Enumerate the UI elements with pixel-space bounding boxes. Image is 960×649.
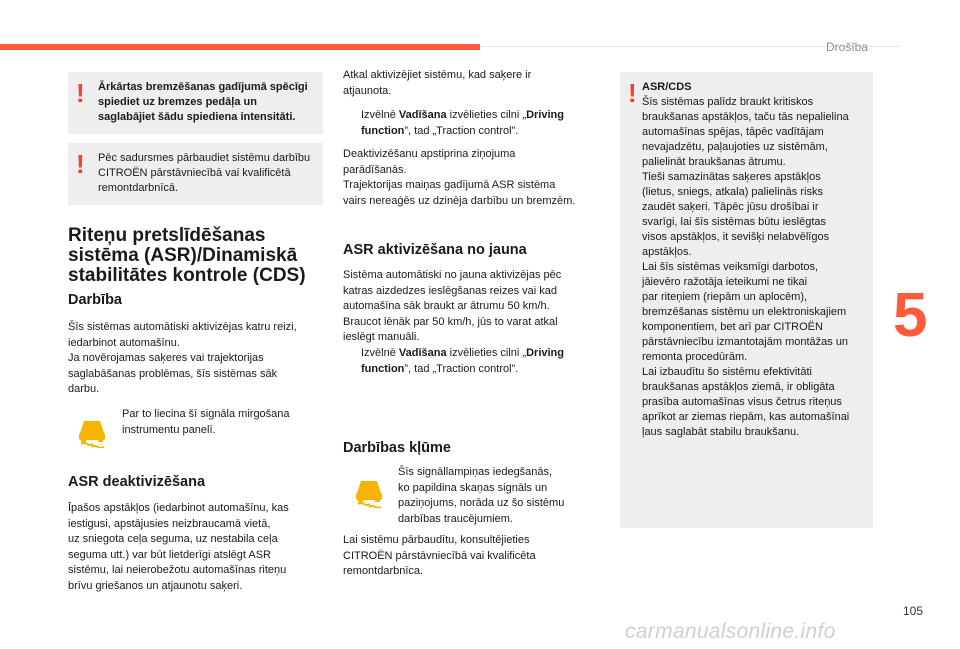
text-run: Vadīšana bbox=[398, 109, 447, 121]
text-line: uz sniegota ceļa seguma, uz nestabila ceļa bbox=[68, 533, 278, 545]
text-run: function bbox=[361, 124, 405, 137]
text-run: Izvēlnē bbox=[361, 347, 399, 359]
notice-line: Lai izbaudītu šo sistēmu efektivitāti bbox=[642, 366, 812, 378]
text-run: ”, tad „Traction control”. bbox=[404, 362, 519, 375]
notice-body bbox=[642, 95, 863, 440]
warning-box-braking bbox=[68, 72, 323, 134]
notice-line: braukšanas apstākļos ziemā, ir obligāta bbox=[642, 381, 835, 393]
notice-line: svarīgi, lai šīs sistēmas būtu ieslēgtas bbox=[642, 216, 827, 228]
text-line: Sistēma automātiski no jauna aktivizējas pēc bbox=[343, 269, 562, 281]
notice-line: aprīkot ar ziemas riepām, kas automašīnai bbox=[642, 411, 850, 423]
text-line: Īpašos apstākļos (iedarbinot automašīnu, kas bbox=[68, 502, 289, 514]
notice-line: (lietus, sniegs, atkala) palielinās risks bbox=[642, 186, 823, 198]
menu-instruction-bullet bbox=[343, 108, 605, 140]
chapter-number: 5 bbox=[893, 281, 928, 350]
header-accent-bar bbox=[0, 44, 480, 50]
notice-line: par riteņiem (riepām un aplocēm), bbox=[642, 291, 808, 303]
notice-line: prasība automašīnas visus četrus riteņus bbox=[642, 396, 842, 408]
text-line: darbības traucējumiem. bbox=[398, 512, 513, 525]
fault-check-paragraph bbox=[343, 533, 605, 580]
warning-text: Pēc sadursmes pārbaudiet sistēmu darbību CITROËN pārstāvniecībā vai kvalificētā remontdarbnīcā. bbox=[98, 152, 311, 194]
menu-instruction-bullet bbox=[343, 346, 605, 378]
exclamation-icon: ! bbox=[76, 78, 85, 108]
text-line: CITROËN pārstāvniecībā vai kvalificēta bbox=[343, 549, 536, 562]
text-line: Braucot lēnāk par 50 km/h, jūs to varat atkal bbox=[343, 315, 558, 328]
warning-box-asr-cds bbox=[620, 72, 873, 528]
text-run: Driving bbox=[526, 109, 564, 121]
section-title: Drošība bbox=[826, 40, 869, 54]
text-run: izvēlieties cilni „ bbox=[446, 347, 527, 359]
asr-cds-notice bbox=[642, 80, 863, 440]
notice-line: palielināt braukšanas ātrumu. bbox=[642, 156, 786, 168]
notice-line: braukšanas apstākļos, taču tās nepalielina bbox=[642, 111, 849, 123]
exclamation-icon: ! bbox=[76, 149, 85, 179]
section-heading-darbiba: Darbība bbox=[68, 292, 122, 308]
text-line: vairs nereaģēs uz dzinēja darbību un bremzēm. bbox=[343, 194, 576, 207]
page-number: 105 bbox=[903, 604, 924, 618]
asr-reactivation-paragraph bbox=[343, 268, 605, 346]
section-heading-asr-deactivation: ASR deaktivizēšana bbox=[68, 474, 206, 490]
section-heading-asr-reactivation: ASR aktivizēšana no jauna bbox=[343, 242, 527, 258]
text-line: iedarbinot automašīnu. bbox=[68, 336, 180, 349]
text-line: Trajektorijas maiņas gadījumā ASR sistēma bbox=[343, 179, 556, 191]
notice-line: bremzēšanas sistēmu un elektroniskajiem bbox=[642, 306, 847, 318]
text-run: izvēlieties cilni „ bbox=[446, 109, 527, 121]
notice-title: ASR/CDS bbox=[642, 81, 692, 93]
text-line: seguma utt.) var būt lietderīgi atslēgt ASR bbox=[68, 548, 271, 561]
section-heading-fault: Darbības kļūme bbox=[343, 440, 451, 456]
text-line: parādīšanās. bbox=[343, 163, 407, 176]
heading-line: stabilitātes kontrole (CDS) bbox=[68, 265, 306, 286]
notice-line: ļaus saglabāt stabilu braukšanu. bbox=[642, 426, 800, 438]
text-line: automašīna sāk braukt ar ātrumu 50 km/h. bbox=[343, 300, 550, 312]
text-line: Ja novērojamas saķeres vai trajektorijas bbox=[68, 352, 264, 364]
text-line: brīvu griešanos un atjaunotu saķeri. bbox=[68, 579, 243, 592]
text-line: sistēmu, lai neierobežotu automašīnas riteņu bbox=[68, 564, 287, 576]
fault-note bbox=[398, 465, 608, 527]
notice-line: pārstāvniecību izmantotajām montāžas un bbox=[642, 336, 849, 348]
text-line: paziņojums, norāda uz šo sistēmu bbox=[398, 497, 565, 509]
warning-text: Ārkārtas bremzēšanas gadījumā spēcīgi spiediet uz bremzes pedāļa un saglabājiet šādu spiediena intensitāti. bbox=[98, 81, 308, 123]
notice-line: visos apstākļos, it sevišķi nelabvēlīgos bbox=[642, 231, 830, 243]
icon-note bbox=[122, 407, 332, 438]
text-line: katras aizdedzes ieslēgšanas reizes vai kad bbox=[343, 284, 558, 297]
notice-line: Tieši samazinātas saķeres apstākļos bbox=[642, 171, 821, 183]
text-run: function bbox=[361, 362, 405, 375]
text-line: Atkal aktivizējiet sistēmu, kad saķere ir bbox=[343, 69, 532, 81]
text-run: ”, tad „Traction control”. bbox=[404, 124, 519, 137]
text-run: Vadīšana bbox=[398, 347, 447, 359]
notice-line: remonta procedūrām. bbox=[642, 351, 748, 363]
watermark-text: carmanualsonline.info bbox=[625, 620, 836, 643]
text-run: Izvēlnē bbox=[361, 109, 399, 121]
notice-line: komponentiem, bet arī par CITROËN bbox=[642, 321, 823, 333]
notice-line: zaudēt saķeri. Tāpēc jūsu drošībai ir bbox=[642, 201, 819, 213]
text-line: ko papildina skaņas signāls un bbox=[398, 481, 548, 494]
notice-line: apstākļos. bbox=[642, 246, 692, 258]
asr-warning-lamp-icon bbox=[75, 418, 109, 453]
text-line: darbu. bbox=[68, 383, 100, 395]
confirmation-paragraph bbox=[343, 147, 605, 209]
notice-line: Lai šīs sistēmas veiksmīgi darbotos, bbox=[642, 261, 819, 273]
text-line: ieslēgt manuāli. bbox=[343, 331, 420, 343]
text-line: Par to liecina šī signāla mirgošana bbox=[122, 408, 290, 420]
notice-line: automašīnas spējas, tāpēc vadītājam bbox=[642, 126, 824, 138]
text-line: Deaktivizēšanu apstiprina ziņojuma bbox=[343, 148, 516, 160]
text-line: remontdarbnīca. bbox=[343, 565, 424, 577]
text-line: instrumentu panelī. bbox=[122, 423, 216, 436]
asr-fault-lamp-icon bbox=[352, 478, 386, 513]
main-heading bbox=[68, 226, 328, 286]
notice-line: nevajadzētu, paļaujoties uz sistēmām, bbox=[642, 141, 828, 153]
text-line: atjaunota. bbox=[343, 84, 392, 97]
text-line: Šīs sistēmas automātiski aktivizējas katru reizi, bbox=[68, 321, 297, 333]
asr-deactivation-paragraph bbox=[68, 501, 330, 594]
text-line: Šīs signāllampiņas iedegšanās, bbox=[398, 466, 553, 478]
text-line: iestigusi, apstājusies neizbraucamā vietā, bbox=[68, 517, 271, 530]
heading-line: Riteņu pretslīdēšanas bbox=[68, 225, 266, 246]
notice-line: Šīs sistēmas palīdz braukt kritiskos bbox=[642, 96, 814, 108]
text-run: Driving bbox=[526, 347, 564, 359]
exclamation-icon: ! bbox=[628, 78, 637, 108]
warning-box-collision bbox=[68, 143, 323, 205]
heading-line: sistēma (ASR)/Dinamiskā bbox=[68, 245, 298, 266]
reactivate-paragraph bbox=[343, 68, 605, 99]
darbiba-paragraph bbox=[68, 320, 330, 398]
notice-line: jāievēro ražotāja ieteikumi ne tikai bbox=[642, 276, 808, 288]
text-line: Lai sistēmu pārbaudītu, konsultējieties bbox=[343, 534, 530, 546]
text-line: saglabāšanas problēmas, šīs sistēmas sāk bbox=[68, 367, 278, 380]
